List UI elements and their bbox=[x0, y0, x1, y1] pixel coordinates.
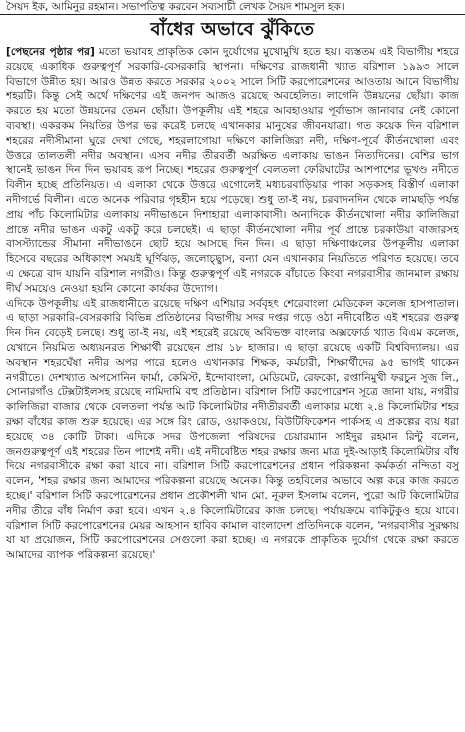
paragraph-2-text: এদিকে উপকূলীয় এই রাজধানীতে রয়েছে দক্ষিণ এশিয়ার সর্ববৃহৎ শেরেবাংলা মেডিকেল কলেজ হাসপাতাল। এ ছাড়া সরকারি-বেসরকারি বিভিন্ন প্রতিষ্ঠানের বিভাগীয় সদর দপ্তর গড়ে ওঠা নদীবেষ্টিত এই শহরের গুরুত্ব দিন দিন বেড়েই চলছে। শুধু তা-ই নয়, এই শহরেই রয়েছে অবিভক্ত বাংলার অক্সফোর্ড খ্যাত বিএম কলেজ, যেখানে নিয়মিত অধ্যয়নরত শিক্ষার্থী রয়েছেন প্রায় ১৮ হাজার। এ ছাড়া রয়েছে একটি বিশ্ববিদ্যালয়। এর অবস্থান শহরঘেঁষা নদীর অপর পারে হলেও এখানকার শিক্ষক, কর্মচারী, শিক্ষার্থীদের ৯৫ ভাগই থাকেন নগরীতে। দেশখ্যাত অপসোনিন ফার্মা, কেমিস্ট, ইন্দোবাংলা, মেডিমেট, রেফকো, রপ্তানিমুখী ফরচুন সুজ লি., সোনারগাঁও টেক্সটাইলসহ রয়েছে নামিদামি বহু প্রতিষ্ঠান। বরিশাল সিটি করপোরেশন সূত্রে জানা যায়, নগরীর কালিজিরা বাজার থেকে বেলতলা পর্যন্ত আট কিলোমিটার নদীতীরবর্তী এলাকার মধ্যে ২.৪ কিলোমিটার শহর রক্ষা বাঁধের কাজ শুরু হয়েছে। এর সঙ্গে রিং রোড, ওয়াকওয়ে, বিউটিফিকেশন পার্কসহ এ প্রকল্পের ব্যয় ধরা হয়েছে ৩৪ কোটি টাকা। এদিকে সদর উপজেলা পরিষদের চেয়ারম্যান সাইদুর রহমান রিন্টু বলেন, জনগুরুত্বপূর্ণ এই শহরের তিন পাশেই নদী। এই নদীবেষ্টিত শহর রক্ষার জন্য মাত্র দুই-আড়াই কিলোমিটার বাঁধ দিয়ে নগরবাসীকে রক্ষা করা যাবে না। বরিশাল সিটি করপোরেশনের প্রধান পরিকল্পনা কর্মকর্তা নন্দিতা বসু বলেন, 'শহর রক্ষার জন্য আমাদের পরিকল্পনা রয়েছে অনেক। কিন্তু তহবিলের অভাবে অল্প করে কাজ করতে হচ্ছে।' বরিশাল সিটি করপোরেশনের প্রধান প্রকৌশলী খান মো. নূরুল ইসলাম বলেন, পুরো আট কিলোমিটার নদীর তীরে বাঁধ নির্মাণ করা হবে। এখন ২.৪ কিলোমিটারের কাজ চলছে। পর্যায়ক্রমে বাকিটুকুও হয়ে যাবে। বরিশাল সিটি করপোরেশনের মেয়র আহসান হাবিব কামাল বাংলাদেশ প্রতিদিনকে বলেন, 'নগরবাসীর সুরক্ষায় যা যা প্রয়োজন, সিটি করপোরেশনের সেগুলো করা হচ্ছে। এ নগরকে প্রাকৃতিক দুর্যোগ থেকে রক্ষা করতে আমাদের ব্যাপক পরিকল্পনা রয়েছে।' bbox=[6, 297, 459, 562]
article-paragraph-2 bbox=[6, 297, 459, 563]
continued-from-tag: [পেছনের পৃষ্ঠার পর] bbox=[6, 46, 95, 58]
article-body bbox=[6, 45, 459, 727]
article-paragraph-1 bbox=[6, 45, 459, 297]
paragraph-1-text: মতো ভয়াবহ প্রাকৃতিক কোন দুর্যোগের মুখোমুখি হতে হয়। ব্যস্ততম এই বিভাগীয় শহরে রয়েছে একাধিক গুরুত্বপূর্ণ সরকারি-বেসরকারি স্থাপনা। দক্ষিণের রাজধানী খ্যাত বরিশাল ১৯৯৩ সালে বিভাগে উন্নীত হয়। আরও উন্নত করতে সরকার ২০০২ সালে সিটি করপোরেশনের আওতায় আনে বিভাগীয় শহরটি। কিন্তু সেই অর্থে দক্ষিণের এই জনপদ আজও রয়েছে অবহেলিত। লাগেনি উন্নয়নের ছোঁয়া। কাজ করতে হয় মতো উন্নয়নের তেমন ছোঁয়া। উপকূলীয় এই শহরে আবহাওয়ার পূর্বাভাস জানাবার নেই কোনো ব্যবস্থা। একরকম নিয়তির উপর ভর করেই চলছে এখানকার মানুষের জীবনযাত্রা। গত কয়েক দিন বরিশাল শহরের নদীসীমানা ঘুরে দেখা গেছে, শহরলাগোয়া দক্ষিণে কালিজিরা নদী, দক্ষিণ-পূর্বে কীর্তনখোলা এবং উত্তরে তালতলী নদীর অবস্থান। এসব নদীর তীরবর্তী অরক্ষিত এলাকায় ভাঙন নিত্যদিনের। বেশির ভাগ স্থানেই ভাঙন দিন দিন ভয়াবহ রূপ নিচ্ছে। শহরের গুরুত্বপূর্ণ বেলতলা ফেরিঘাটের আশপাশের ভূখণ্ড নদীতে বিলীন হচ্ছে প্রতিনিয়ত। এ এলাকা থেকে উত্তরে এগোলেই মধ্যচরবাড়িয়ার পাকা সড়কসহ বিস্তীর্ণ এলাকা নদীগর্ভে বিলীন। এতে অনেক পরিবার গৃহহীন হয়ে পড়েছে। শুধু তা-ই নয়, চরবাদনদিন থেকে লামছড়ি পর্যন্ত প্রায় পাঁচ কিলোমিটার এলাকায় নদীভাঙনে দিশাহারা এলাকাবাসী। অন্যদিকে কীর্তনখোলা নদীর কালিজিরা প্রান্তে নদীর ভাঙন একটু একটু করে চলছেই। এ ছাড়া কীর্তনখোলা নদীর পূর্ব প্রান্তে চরকাউয়া বাজারসহ বাসস্ট্যান্ডের সীমানা নদীভাঙনে ছোট হয়ে আসছে দিন দিন। এ ছাড়া দক্ষিণাঞ্চলের উপকূলীয় এলাকা হিসেবে বছরের অধিকাংশ সময়ই ঘূর্ণিঝড়, জলোচ্ছ্বাস, বন্যা যেন এখানকার নিয়তিতে পরিণত হয়েছে। তবে এ ক্ষেত্রে বাদ যায়নি বরিশাল নগরীও। কিন্তু গুরুত্বপূর্ণ এই নগরকে বাঁচাতে কিংবা নগরবাসীর জানমাল রক্ষায় দীর্ঘ সময়েও নেওয়া হয়নি কোনো কার্যকর উদ্যোগ। bbox=[6, 46, 459, 295]
article-headline: বাঁধের অভাবে ঝুঁকিতে bbox=[150, 19, 315, 40]
previous-article-tail: সৈয়দ ইক, আমিনুর রহমান। সভাপতিত্ব করবেন সব্যসাচী লেখক সৈয়দ শামসুল হক। bbox=[0, 0, 465, 15]
